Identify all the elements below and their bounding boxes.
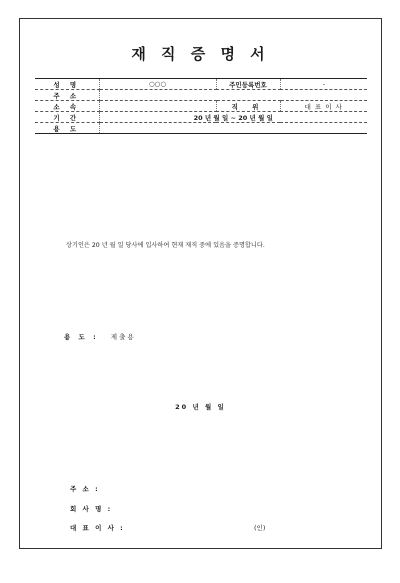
period-label: 기 간: [35, 112, 99, 123]
usage-value: 제 출 용: [110, 333, 134, 341]
usage-label: 용 도 :: [64, 333, 99, 341]
table-row: [35, 123, 367, 134]
name-value: ○○○: [99, 79, 216, 90]
certification-statement: 상기인은 20 년 월 일 당사에 입사하여 현재 재직 중에 있음을 증명합니다.: [66, 242, 265, 249]
purpose-value: [99, 123, 367, 134]
ceo-line: [70, 523, 266, 532]
position-label: 직 위: [216, 101, 280, 112]
certificate-page: [19, 18, 382, 549]
company-name-line: [70, 504, 116, 513]
name-label: 성 명: [35, 79, 99, 90]
position-value: 대 표 이 사: [280, 101, 367, 112]
address-value: [99, 90, 367, 101]
table-row: [35, 79, 367, 90]
seal-mark: (인): [254, 524, 266, 532]
issue-date: 20 년 월 일: [175, 403, 226, 411]
table-row: [35, 101, 367, 112]
info-table: [35, 78, 367, 134]
ceo-label: 대 표 이 사 :: [70, 524, 125, 532]
address-label: 주 소: [35, 90, 99, 101]
table-row: [35, 90, 367, 101]
department-label: 소 속: [35, 101, 99, 112]
id-number-value: -: [280, 79, 367, 90]
company-name-label: 회 사 명 :: [70, 505, 113, 513]
period-value: 20 년 월 일 ~ 20 년 월 일: [99, 112, 367, 123]
department-value: [99, 101, 216, 112]
table-row: [35, 112, 367, 123]
company-address-line: [70, 484, 116, 493]
usage-line: [64, 332, 134, 341]
purpose-label: 용 도: [35, 123, 99, 134]
id-number-label: 주민등록번호: [216, 79, 280, 90]
document-title: 재 직 증 명 서: [131, 45, 270, 63]
company-address-label: 주 소 :: [70, 485, 100, 493]
